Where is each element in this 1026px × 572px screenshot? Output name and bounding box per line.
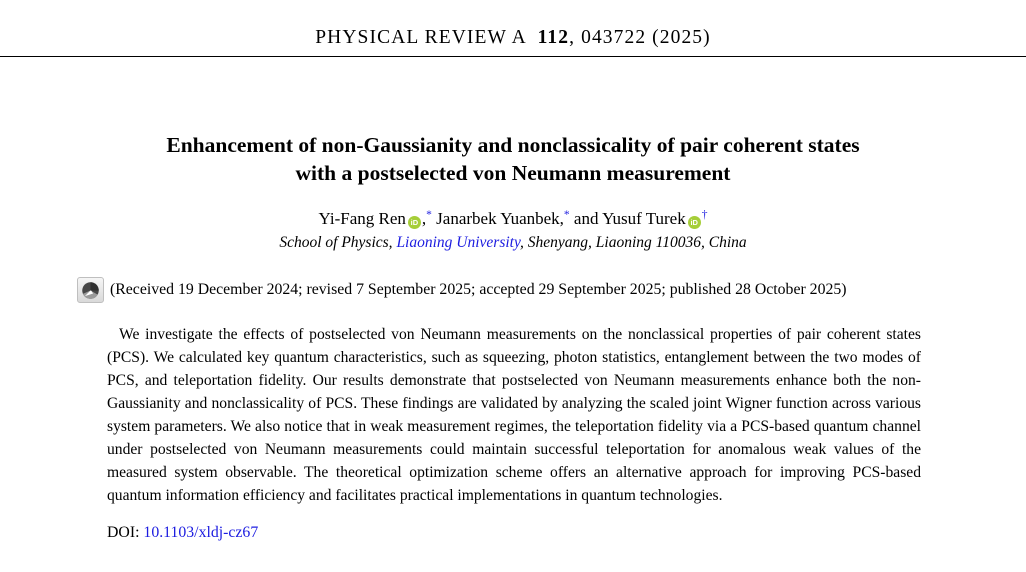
affiliation-university-link[interactable]: Liaoning University <box>396 234 521 251</box>
doi-label: DOI: <box>107 524 144 541</box>
author-name-3: and Yusuf Turek <box>569 209 686 228</box>
affiliation-pre: School of Physics, <box>279 234 397 251</box>
journal-volume: 112 <box>537 27 570 48</box>
received-history: (Received 19 December 2024; revised 7 September 2025; accepted 29 September 2025; published 28 October 2025) <box>110 281 847 298</box>
affiliation-post: , Shenyang, Liaoning 110036, China <box>520 234 747 251</box>
author-list <box>0 209 1026 229</box>
orcid-icon[interactable]: iD <box>408 216 421 229</box>
affiliation <box>0 234 1026 252</box>
footnote-asterisk-2[interactable]: * <box>563 209 570 221</box>
crossmark-icon[interactable] <box>77 277 104 303</box>
doi-line <box>107 524 921 542</box>
doi-link[interactable]: 10.1103/xldj-cz67 <box>143 524 259 541</box>
journal-name: PHYSICAL REVIEW A <box>315 27 538 48</box>
author-name-2: Janarbek Yuanbek, <box>431 209 564 228</box>
footnote-dagger[interactable]: † <box>701 209 708 221</box>
author-name-1: Yi-Fang Ren <box>318 209 406 228</box>
title-line-1: Enhancement of non-Gaussianity and nonclassicality of pair coherent states <box>166 133 860 157</box>
orcid-icon[interactable]: iD <box>688 216 701 229</box>
journal-issue-info: , 043722 (2025) <box>569 27 711 48</box>
abstract-text: We investigate the effects of postselected von Neumann measurements on the nonclassical properties of pair coherent states (PCS). We calculated key quantum characteristics, such as squeezing, photon statistics, entanglement between the two modes of PCS, and teleportation fidelity. Our results demonstrate that postselected von Neumann measurements enhance both the non-Gaussianity and nonclassicality of PCS. These findings are validated by analyzing the scaled joint Wigner function across various system parameters. We also notice that in weak measurement regimes, the teleportation fidelity via a PCS-based quantum channel under postselected von Neumann measurements could maintain successful teleportation for anomalous weak values of the measured system observable. The theoretical optimization scheme offers an alternative approach for improving PCS-based quantum information efficiency and facilitates practical implementations in quantum technologies. <box>107 326 921 504</box>
history-row <box>77 277 1026 303</box>
author-1-comma: , <box>421 209 427 228</box>
page-title <box>0 131 1026 187</box>
header-rule <box>0 56 1026 57</box>
journal-header <box>0 0 1026 49</box>
title-line-2: with a postselected von Neumann measurement <box>295 161 731 185</box>
footnote-asterisk-1[interactable]: * <box>426 209 432 221</box>
